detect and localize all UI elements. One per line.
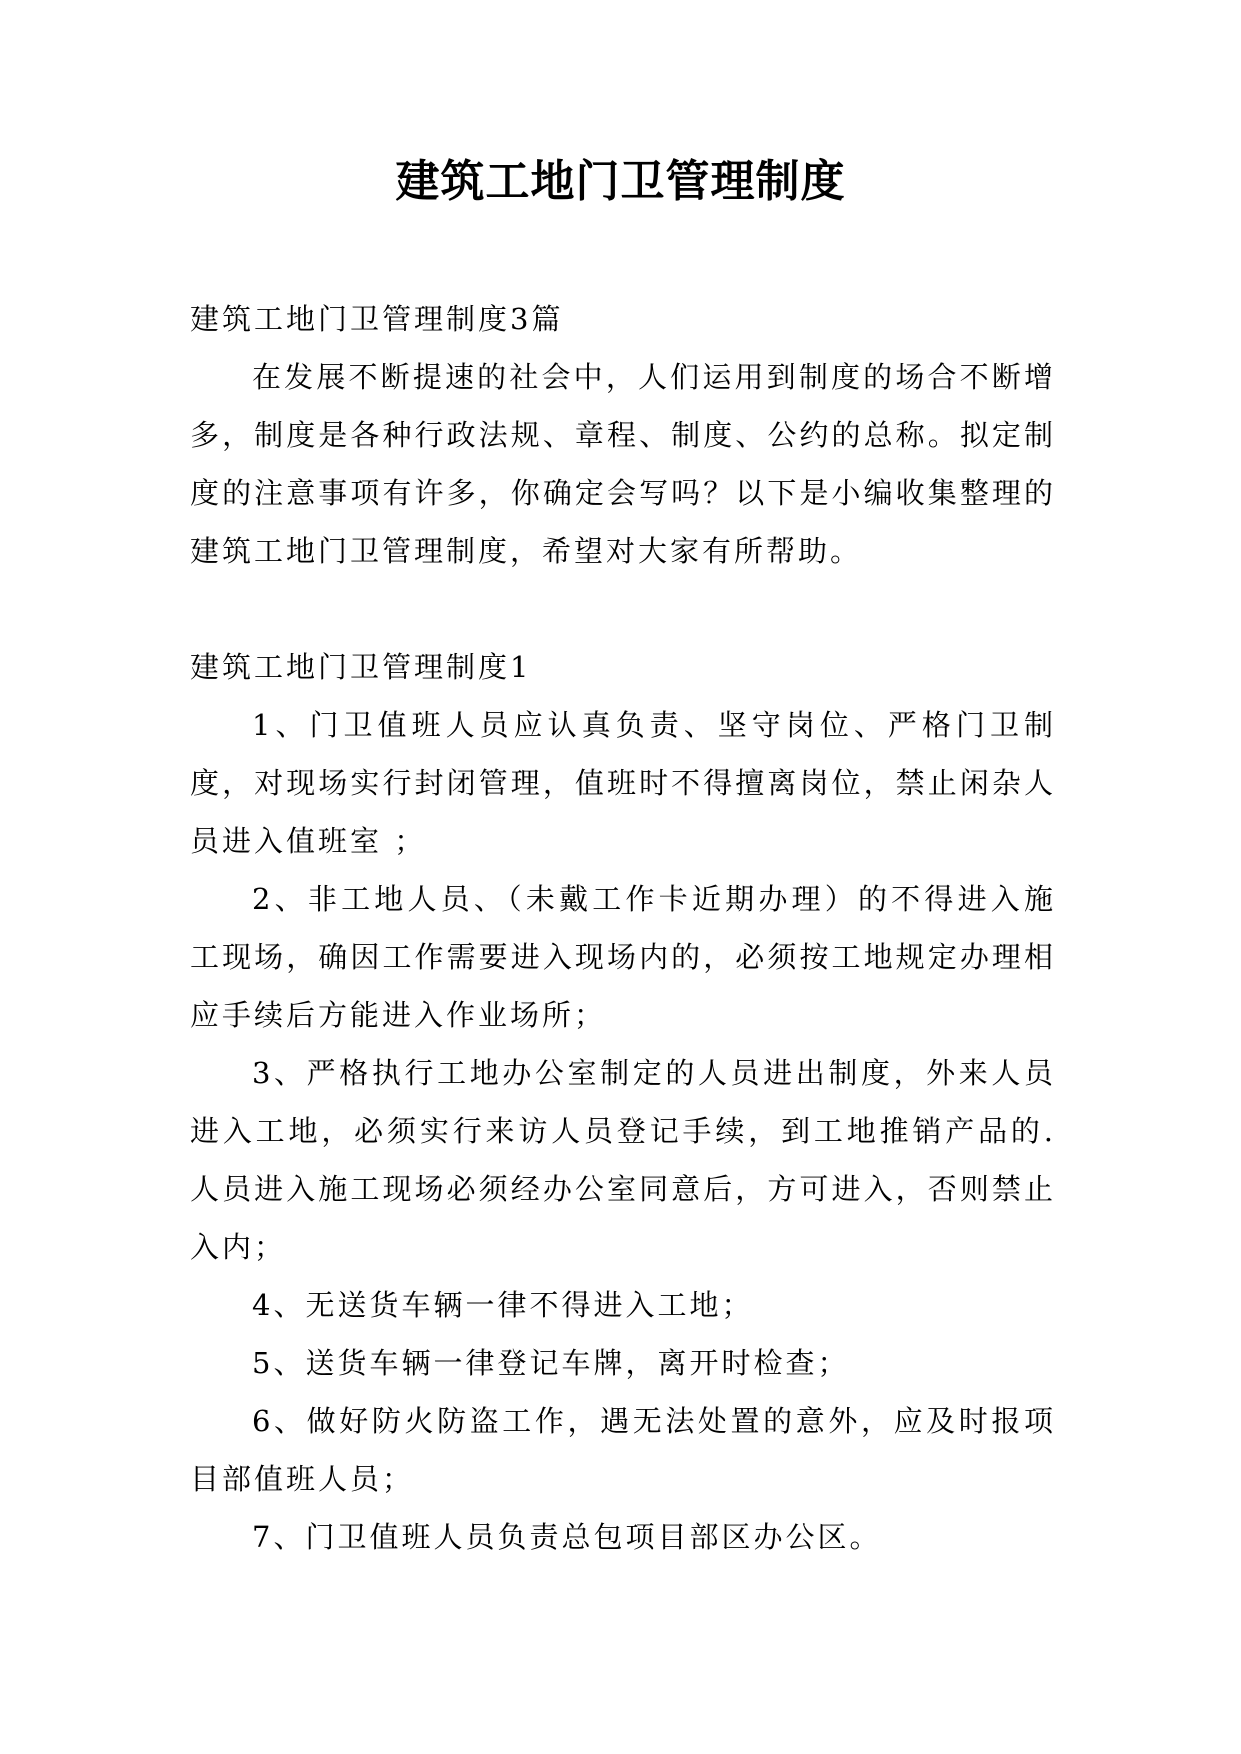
rule-item-7: 7、门卫值班人员负责总包项目部区办公区。 (252, 1520, 882, 1554)
document-body (190, 290, 1056, 1566)
rule-item-3: 3、严格执行工地办公室制定的人员进出制度，外来人员进入工地，必须实行来访人员登记手续，到工地推销产品的.人员进入施工现场必须经办公室同意后，方可进入，否则禁止入内； (190, 1056, 1056, 1264)
section-heading: 建筑工地门卫管理制度1 (190, 650, 532, 684)
rule-item-5: 5、送货车辆一律登记车牌，离开时检查； (252, 1346, 850, 1380)
rule-item-2: 2、非工地人员、（未戴工作卡近期办理）的不得进入施工现场，确因工作需要进入现场内的，必须按工地规定办理相应手续后方能进入作业场所； (190, 882, 1056, 1032)
rule-item-4: 4、无送货车辆一律不得进入工地； (252, 1288, 754, 1322)
rule-item-6: 6、做好防火防盗工作，遇无法处置的意外，应及时报项目部值班人员； (190, 1404, 1056, 1496)
document-title: 建筑工地门卫管理制度 (395, 156, 846, 207)
intro-paragraph: 在发展不断提速的社会中，人们运用到制度的场合不断增多，制度是各种行政法规、章程、制度、公约的总称。拟定制度的注意事项有许多，你确定会写吗？以下是小编收集整理的建筑工地门卫管理制度，希望对大家有所帮助。 (190, 360, 1056, 568)
document-subtitle: 建筑工地门卫管理制度3篇 (190, 302, 564, 336)
rule-item-1: 1、门卫值班人员应认真负责、坚守岗位、严格门卫制度，对现场实行封闭管理，值班时不得擅离岗位，禁止闲杂人员进入值班室 ； (190, 708, 1056, 858)
paragraph-spacer (190, 580, 1056, 638)
